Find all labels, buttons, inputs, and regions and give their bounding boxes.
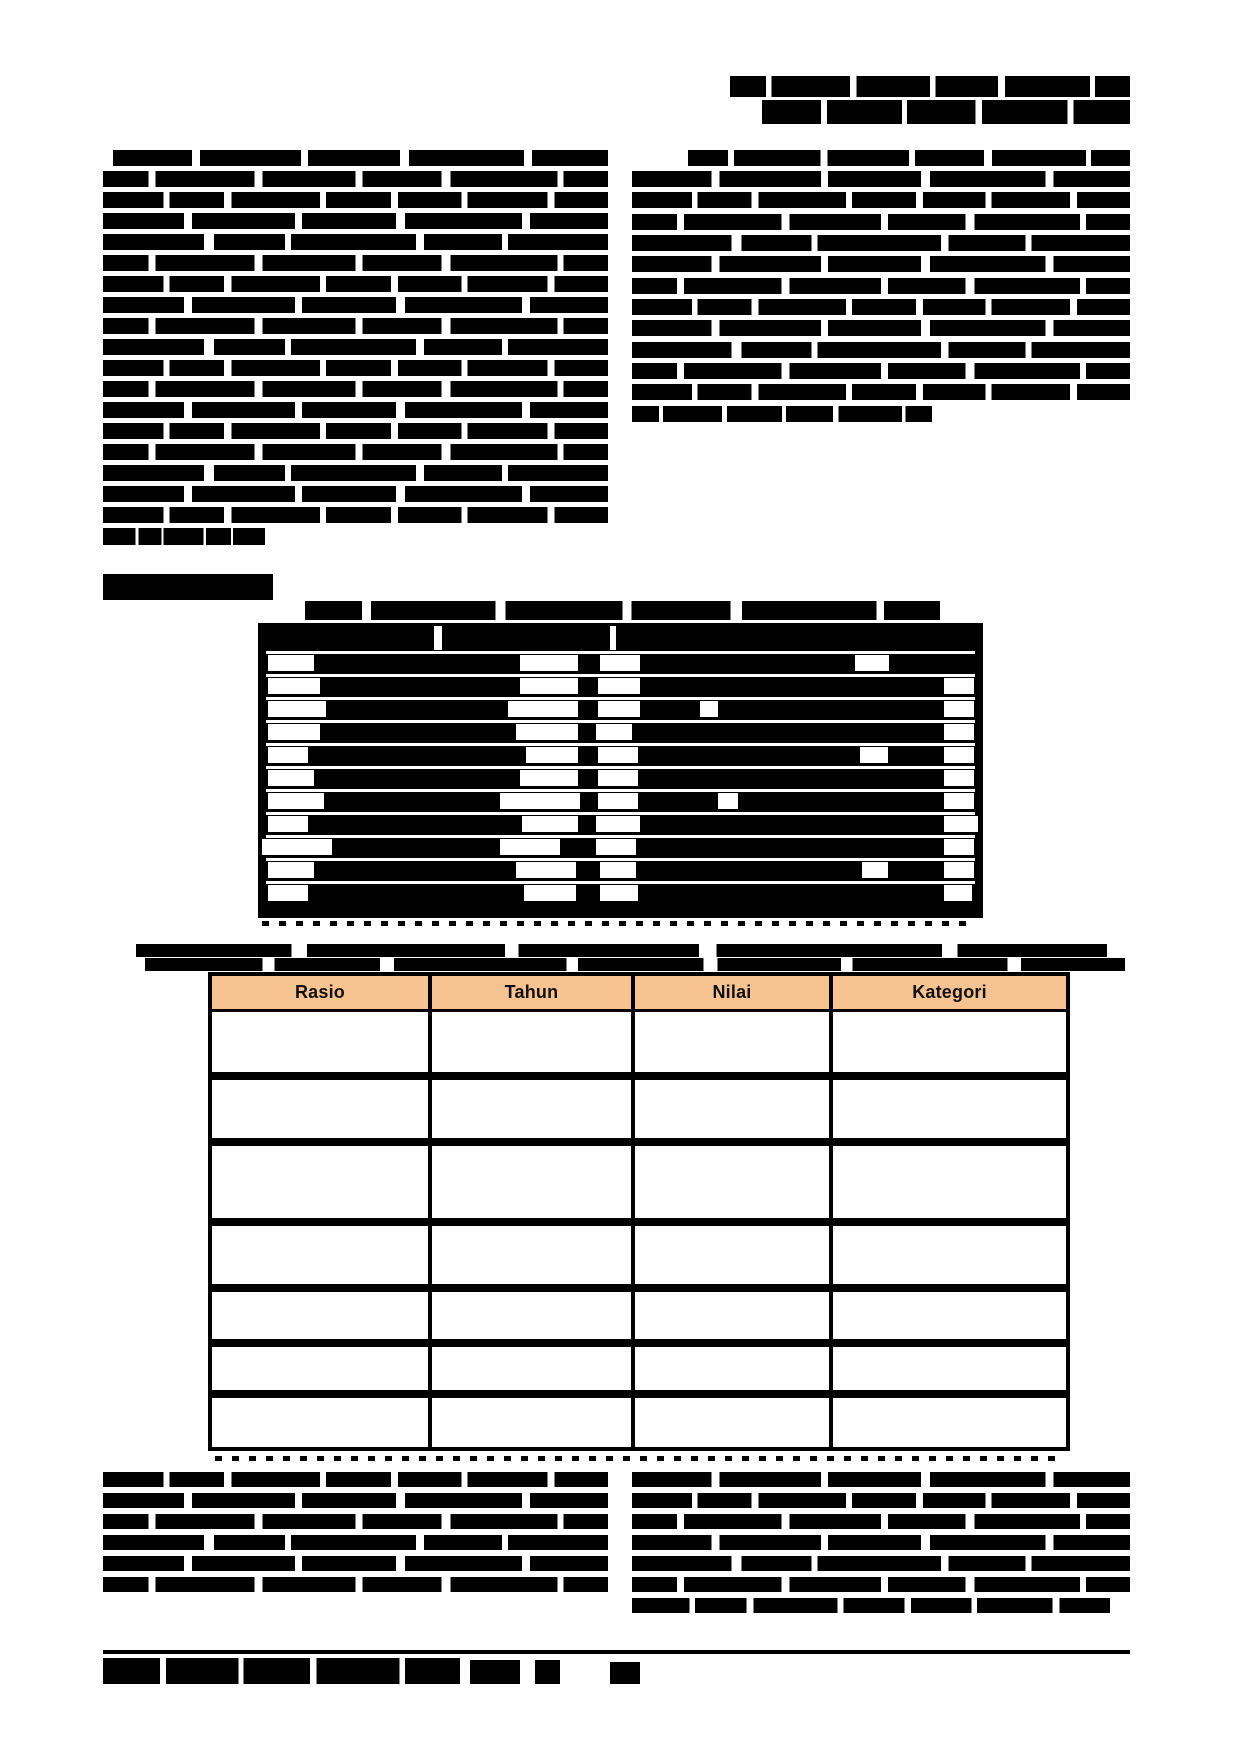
table-cell xyxy=(635,1080,829,1138)
redacted-text-bar xyxy=(103,255,608,271)
table-cell xyxy=(212,1226,428,1284)
redaction-gap xyxy=(855,655,889,671)
redacted-text-bar xyxy=(103,318,608,334)
redacted-text-bar xyxy=(103,213,608,229)
redacted-text-bar xyxy=(632,406,932,422)
table-cell xyxy=(833,1080,1066,1138)
redaction-gap xyxy=(268,747,308,763)
redaction-gap xyxy=(944,678,974,694)
redacted-text-bar xyxy=(632,235,1130,251)
redacted-text-bar xyxy=(103,423,608,439)
table-cell xyxy=(635,1347,829,1390)
redaction-gap xyxy=(508,701,578,717)
table-row xyxy=(212,1398,1066,1447)
redacted-text-bar xyxy=(632,299,1130,315)
redacted-text-bar xyxy=(103,1493,608,1508)
table-row xyxy=(212,1292,1066,1339)
table-header-row xyxy=(212,976,1066,1009)
table-row xyxy=(212,1080,1066,1138)
redacted-text-bar xyxy=(103,1658,460,1684)
table-cell xyxy=(432,1347,631,1390)
redacted-text-bar xyxy=(632,1472,1130,1487)
table-row xyxy=(212,1012,1066,1072)
redaction-gap xyxy=(434,626,442,650)
redaction-gap xyxy=(268,678,320,694)
table-cell xyxy=(212,1146,428,1218)
redaction-gap xyxy=(600,885,638,901)
redacted-text-bar xyxy=(762,100,1130,124)
redacted-text-bar xyxy=(535,1660,560,1684)
redaction-gap xyxy=(266,881,975,884)
redacted-text-bar xyxy=(103,1556,608,1571)
redaction-gap xyxy=(524,885,576,901)
redacted-text-bar xyxy=(305,601,940,620)
redacted-text-bar xyxy=(103,1650,1130,1654)
redaction-gap xyxy=(598,678,640,694)
redaction-gap xyxy=(266,858,975,861)
table-row xyxy=(212,1226,1066,1284)
redaction-gap xyxy=(268,816,308,832)
redaction-gap xyxy=(598,747,638,763)
analysis-table xyxy=(208,972,1070,1451)
redaction-gap xyxy=(516,724,578,740)
table-cell xyxy=(833,1012,1066,1072)
redacted-text-bar xyxy=(632,342,1130,358)
redaction-gap xyxy=(516,862,576,878)
redacted-text-bar xyxy=(103,574,273,600)
redaction-gap xyxy=(266,789,975,792)
redacted-text-bar xyxy=(103,297,608,313)
table-cell xyxy=(635,1012,829,1072)
redaction-gap xyxy=(520,655,578,671)
redaction-gap xyxy=(596,816,640,832)
redacted-text-bar xyxy=(113,150,608,166)
redaction-gap xyxy=(944,770,974,786)
redaction-gap xyxy=(520,678,578,694)
redaction-gap xyxy=(262,839,332,855)
redaction-gap xyxy=(944,701,974,717)
redacted-text-bar xyxy=(632,1577,1130,1592)
redacted-text-bar xyxy=(103,360,608,376)
redacted-text-bar xyxy=(632,1598,1110,1613)
redacted-text-bar xyxy=(262,921,975,926)
redaction-gap xyxy=(266,720,975,723)
redaction-gap xyxy=(610,626,616,650)
redacted-text-bar xyxy=(103,234,608,250)
redacted-text-bar xyxy=(103,1472,608,1487)
redacted-text-bar xyxy=(632,171,1130,187)
redaction-gap xyxy=(600,862,636,878)
redacted-text-bar xyxy=(632,320,1130,336)
redaction-gap xyxy=(268,793,324,809)
redaction-gap xyxy=(266,674,975,677)
table-row xyxy=(212,1146,1066,1218)
redacted-text-bar xyxy=(103,276,608,292)
redaction-gap xyxy=(268,701,326,717)
table-cell xyxy=(833,1226,1066,1284)
redacted-text-bar xyxy=(215,1456,1065,1461)
redaction-gap xyxy=(266,766,975,769)
redacted-text-bar xyxy=(103,507,608,523)
table-cell xyxy=(833,1398,1066,1447)
redacted-text-bar xyxy=(103,339,608,355)
redacted-text-bar xyxy=(632,384,1130,400)
table-cell xyxy=(212,1080,428,1138)
redaction-gap xyxy=(596,839,636,855)
redaction-gap xyxy=(944,885,972,901)
redacted-text-bar xyxy=(632,214,1130,230)
redacted-text-bar xyxy=(103,381,608,397)
redaction-gap xyxy=(600,655,640,671)
redacted-text-bar xyxy=(103,402,608,418)
redaction-gap xyxy=(268,770,314,786)
redaction-gap xyxy=(598,701,640,717)
redaction-gap xyxy=(266,651,975,654)
redacted-text-bar xyxy=(632,1514,1130,1529)
table-cell xyxy=(432,1398,631,1447)
redaction-gap xyxy=(718,793,738,809)
redacted-text-bar xyxy=(632,278,1130,294)
redacted-text-bar xyxy=(145,958,1125,971)
table-cell xyxy=(432,1292,631,1339)
table-header-nilai: Nilai xyxy=(635,976,829,1009)
redacted-text-bar xyxy=(103,192,608,208)
table-cell xyxy=(212,1012,428,1072)
redaction-gap xyxy=(944,816,978,832)
redacted-text-bar xyxy=(632,1493,1130,1508)
redacted-text-bar xyxy=(632,256,1130,272)
redaction-gap xyxy=(268,862,314,878)
redaction-gap xyxy=(268,655,314,671)
redacted-text-bar xyxy=(103,486,608,502)
redaction-gap xyxy=(700,701,718,717)
redaction-gap xyxy=(598,793,638,809)
redaction-gap xyxy=(944,747,974,763)
redacted-text-bar xyxy=(470,1660,520,1684)
redaction-gap xyxy=(862,862,888,878)
redaction-gap xyxy=(266,697,975,700)
redacted-text-bar xyxy=(136,944,1107,957)
redacted-text-bar xyxy=(632,192,1130,208)
redacted-text-bar xyxy=(103,1535,608,1550)
redaction-gap xyxy=(522,816,578,832)
table-cell xyxy=(212,1398,428,1447)
table-cell xyxy=(833,1347,1066,1390)
redacted-text-bar xyxy=(632,363,1130,379)
redaction-gap xyxy=(598,770,638,786)
redaction-gap xyxy=(500,793,580,809)
redacted-text-bar xyxy=(103,444,608,460)
table-cell xyxy=(432,1146,631,1218)
redaction-gap xyxy=(520,770,578,786)
table-cell xyxy=(833,1146,1066,1218)
table-cell xyxy=(432,1226,631,1284)
table-cell xyxy=(212,1292,428,1339)
redaction-gap xyxy=(944,862,974,878)
redacted-text-bar xyxy=(103,528,265,545)
redacted-text-bar xyxy=(103,171,608,187)
table-cell xyxy=(635,1226,829,1284)
table-cell xyxy=(833,1292,1066,1339)
redaction-gap xyxy=(944,793,974,809)
redaction-gap xyxy=(526,747,578,763)
redaction-gap xyxy=(596,724,632,740)
table-cell xyxy=(432,1012,631,1072)
table-cell xyxy=(212,1347,428,1390)
table-header-kategori: Kategori xyxy=(833,976,1066,1009)
redaction-gap xyxy=(266,812,975,815)
table-cell xyxy=(635,1146,829,1218)
table-header-rasio: Rasio xyxy=(212,976,428,1009)
redacted-text-bar xyxy=(103,1577,608,1592)
redaction-gap xyxy=(944,839,974,855)
redaction-gap xyxy=(266,743,975,746)
redacted-text-bar xyxy=(103,465,608,481)
redacted-text-bar xyxy=(730,76,1130,97)
redaction-gap xyxy=(266,835,975,838)
redacted-text-bar xyxy=(688,150,1130,166)
redacted-text-bar xyxy=(632,1535,1130,1550)
table-cell xyxy=(432,1080,631,1138)
table-header-tahun: Tahun xyxy=(432,976,631,1009)
redacted-text-bar xyxy=(610,1662,640,1684)
redacted-text-bar xyxy=(632,1556,1130,1571)
redacted-text-bar xyxy=(103,1514,608,1529)
redaction-gap xyxy=(500,839,560,855)
redaction-gap xyxy=(944,724,974,740)
redaction-gap xyxy=(268,885,308,901)
redaction-gap xyxy=(860,747,888,763)
table-cell xyxy=(635,1398,829,1447)
table-cell xyxy=(635,1292,829,1339)
redaction-gap xyxy=(268,724,320,740)
table-row xyxy=(212,1347,1066,1390)
